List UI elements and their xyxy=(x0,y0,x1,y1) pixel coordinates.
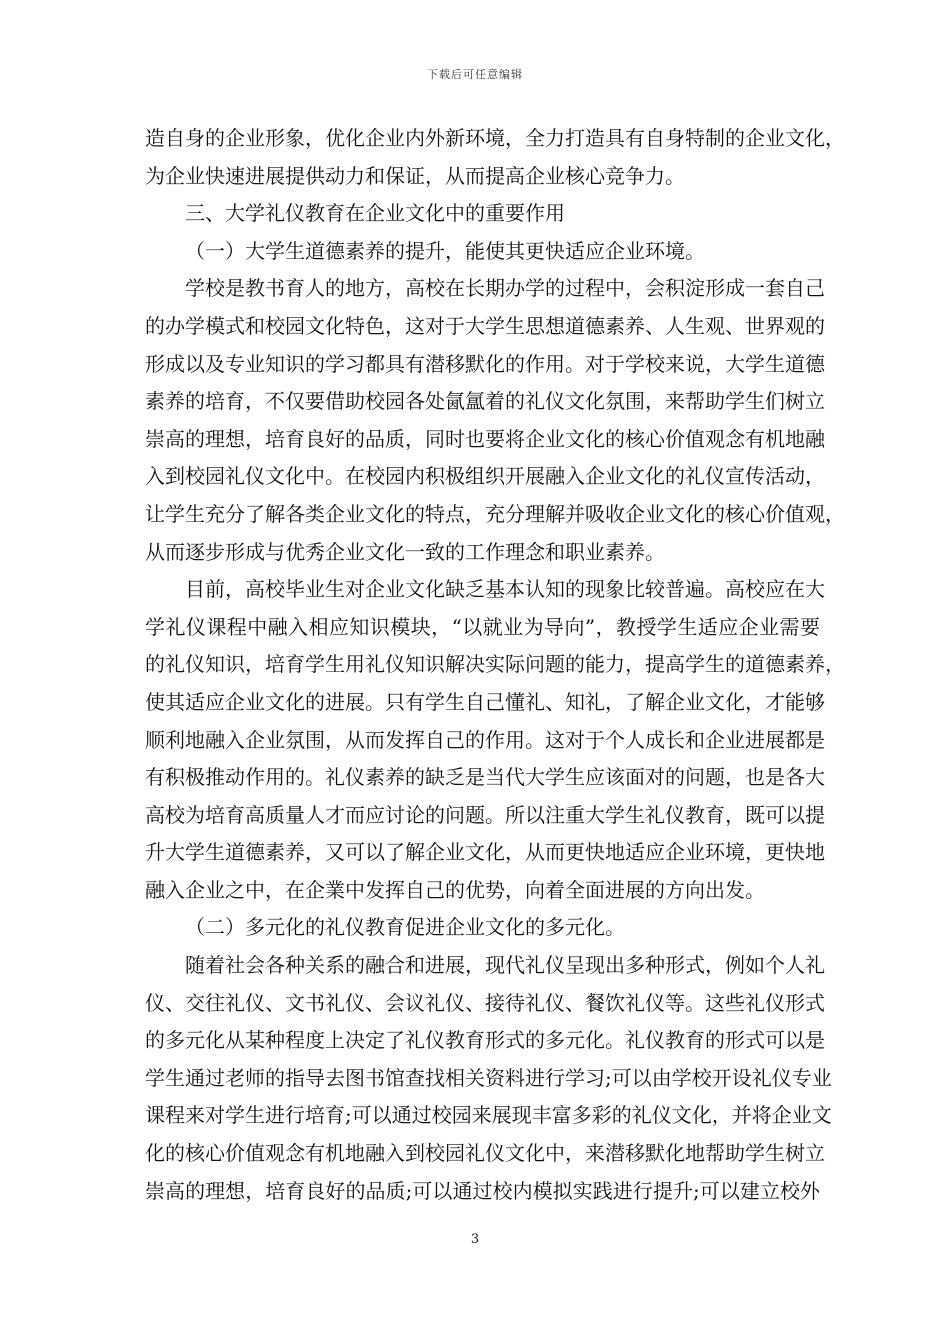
text-line: 让学生充分了解各类企业文化的特点，充分理解并吸收企业文化的核心价值观， xyxy=(145,501,845,526)
text-line: 的礼仪知识，培育学生用礼仪知识解决实际问题的能力，提高学生的道德素养， xyxy=(145,652,845,677)
text-line: 学校是教书育人的地方，高校在长期办学的过程中，会积淀形成一套自己 xyxy=(185,276,825,301)
text-line: 造自身的企业形象，优化企业内外新环境，全力打造具有自身特制的企业文化， xyxy=(145,126,845,150)
text-line: 升大学生道德素养，又可以了解企业文化，从而更快地适应企业环境，更快地 xyxy=(145,840,825,865)
text-line: 为企业快速进展提供动力和保证，从而提高企业核心竞争力。 xyxy=(145,163,685,188)
text-line: 的办学模式和校园文化特色，这对于大学生思想道德素养、人生观、世界观的 xyxy=(145,313,825,338)
page-header: 下载后可任意编辑 xyxy=(427,68,523,81)
subsection-heading: （二）多元化的礼仪教育促进企业文化的多元化。 xyxy=(185,915,625,940)
text-line: 从而逐步形成与优秀企业文化一致的工作理念和职业素养。 xyxy=(145,539,665,564)
text-line: 学礼仪课程中融入相应知识模块，“以就业为导向”，教授学生适应企业需要 xyxy=(145,614,820,639)
text-line: 顺利地融入企业氛围，从而发挥自己的作用。这对于个人成长和企业进展都是 xyxy=(145,727,825,752)
text-line: 仪、交往礼仪、文书礼仪、会议礼仪、接待礼仪、餐饮礼仪等。这些礼仪形式 xyxy=(145,990,825,1015)
text-line: 崇高的理想，培育良好的品质，同时也要将企业文化的核心价值观念有机地融 xyxy=(145,426,825,451)
text-line: 随着社会各种关系的融合和进展，现代礼仪呈现出多种形式，例如个人礼 xyxy=(185,953,825,978)
text-line: 形成以及专业知识的学习都具有潜移默化的作用。对于学校来说，大学生道德 xyxy=(145,351,825,376)
document-body xyxy=(145,120,845,1210)
text-line: 素养的培育，不仅要借助校园各处氤氲着的礼仪文化氛围，来帮助学生们树立 xyxy=(145,389,825,414)
subsection-heading: （一）大学生道德素养的提升，能使其更快适应企业环境。 xyxy=(185,238,705,263)
text-line: 有积极推动作用的。礼仪素养的缺乏是当代大学生应该面对的问题，也是各大 xyxy=(145,765,825,790)
text-line: 崇高的理想，培育良好的品质;可以通过校内模拟实践进行提升;可以建立校外 xyxy=(145,1178,820,1203)
text-line: 高校为培育高质量人才而应讨论的问题。所以注重大学生礼仪教育，既可以提 xyxy=(145,802,825,827)
text-line: 课程来对学生进行培育;可以通过校园来展现丰富多彩的礼仪文化，并将企业文 xyxy=(145,1103,832,1128)
text-line: 化的核心价值观念有机地融入到校园礼仪文化中，来潜移默化地帮助学生树立 xyxy=(145,1141,825,1166)
page-number: 3 xyxy=(470,1232,480,1247)
section-heading: 三、大学礼仪教育在企业文化中的重要作用 xyxy=(185,201,565,226)
text-line: 入到校园礼仪文化中。在校园内积极组织开展融入企业文化的礼仪宣传活动， xyxy=(145,464,825,489)
text-line: 目前，高校毕业生对企业文化缺乏基本认知的现象比较普遍。高校应在大 xyxy=(185,577,825,602)
text-line: 学生通过老师的指导去图书馆查找相关资料进行学习;可以由学校开设礼仪专业 xyxy=(145,1065,832,1090)
text-line: 使其适应企业文化的进展。只有学生自己懂礼、知礼，了解企业文化，才能够 xyxy=(145,689,825,714)
text-line: 融入企业之中，在企業中发挥自己的优势，向着全面进展的方向出发。 xyxy=(145,877,765,902)
text-line: 的多元化从某种程度上决定了礼仪教育形式的多元化。礼仪教育的形式可以是 xyxy=(145,1028,825,1053)
